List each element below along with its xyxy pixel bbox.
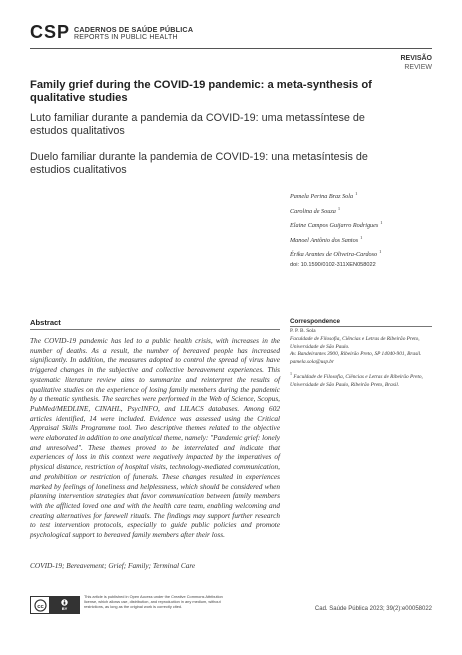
doi-link[interactable]: doi: 10.1590/0102-311XEN058022 — [290, 262, 376, 268]
license-text: This article is published in Open Access under the Creative Commons Attribution license, which allows use, distribution, and reproduction in any medium, without restrictions, as long as the original work is correctly cited. — [84, 594, 223, 609]
header-divider — [30, 48, 432, 49]
cc-icon — [31, 597, 50, 613]
correspondence-address: Av. Bandeirantes 3900, Ribeirão Preto, SP 14040-901, Brasil. — [290, 351, 422, 358]
journal-name-pt: CADERNOS DE SAÚDE PÚBLICA — [74, 25, 194, 34]
abstract-heading: Abstract — [30, 318, 61, 327]
correspondence-block — [290, 328, 440, 367]
section-label-en: REVIEW — [404, 64, 432, 71]
author-name: Érika Arantes de Oliveira-Cardoso $^1$ — [290, 249, 382, 259]
journal-name-en: REPORTS IN PUBLIC HEALTH — [74, 34, 178, 41]
keywords: COVID-19; Bereavement; Grief; Family; Terminal Care — [30, 561, 196, 570]
author-name: Pamela Perina Braz Sola $^1$ — [290, 191, 358, 201]
affiliation-text: Faculdade de Filosofia, Ciências e Letras de Ribeirão Preto, Universidade de São Paulo, Ribeirão Preto, Brasil. — [290, 373, 423, 388]
correspondence-heading: Correspondence — [290, 318, 341, 325]
journal-logo: CSP — [30, 22, 71, 42]
correspondence-address: Faculdade de Filosofia, Ciências e Letras de Ribeirão Preto, Universidade de São Paulo. — [290, 335, 420, 350]
affiliation-note — [290, 370, 440, 389]
cc-by-panel — [50, 597, 79, 613]
author-name: Carolina de Souza $^1$ — [290, 205, 341, 215]
section-label-pt: REVISÃO — [400, 55, 432, 62]
correspondence-divider — [290, 326, 432, 327]
author-name: Elaine Campos Guijarro Rodrigues $^1$ — [290, 220, 383, 230]
author-list — [290, 188, 440, 261]
author-name: Manoel Antônio dos Santos $^1$ — [290, 234, 363, 244]
correspondence-email[interactable]: pamela.sola@usp.br — [290, 359, 335, 366]
abstract-divider — [30, 329, 280, 330]
attribution-person-icon — [61, 599, 68, 606]
cc-by-label: BY — [61, 606, 68, 611]
svg-text:cc: cc — [36, 603, 44, 610]
creative-commons-badge[interactable] — [30, 596, 80, 614]
abstract-body: The COVID-19 pandemic has led to a public health crisis, with increases in the number of deaths. As a result, the number of bereaved people has increased significantly. In addition, the measures adopted to control the spread of virus have triggered changes in the subjective and collective bereavement experiences. This systematic literature review aims to summarize and reinterpret the results of qualitative studies on the experience of losing family members during the pandemic by a thematic synthesis. The searches were performed in the Web of Science, Scopus, PubMed/MEDLINE, CINAHL, PsycINFO, and LILACS databases. Among 602 articles identified, 14 were included. Evidence was assessed using the Critical Appraisal Skills Programme tool. Two descriptive themes related to the objective were elaborated in addition to one analytical theme, namely: "Pandemic grief: lonely and unresolved". These themes proved to be interrelated and indicate that experiences of loss in this context were negatively impacted by the imperatives of physical distance, restriction of hospital visits, technology-mediated communication, and prohibition or restriction of funerals. These changes resulted in experiences marked by feelings of loneliness and helplessness, which should be considered when planning intervention strategies that favor communication between family members with the afflicted loved one and with the health care team, enabling welcoming and creating alternatives for farewell rituals. The findings may support further research to test intervention protocols, especially to guide public policies and promote psychological support to bereaved family members after their loss. — [30, 336, 281, 540]
article-title-en: Family grief during the COVID-19 pandemic: a meta-synthesis of qualitative studies — [30, 79, 372, 104]
article-title-es: Duelo familiar durante la pandemia de COVID-19: una metasíntesis de estudios cualitativos — [30, 151, 368, 176]
article-title-pt: Luto familiar durante a pandemia da COVID-19: uma metassíntese de estudos qualitativos — [30, 112, 365, 137]
correspondence-name: P. P. B. Sola — [290, 328, 316, 334]
affiliation-mark: 1 — [290, 371, 292, 376]
citation: Cad. Saúde Pública 2023; 39(2):e00058022 — [314, 606, 432, 612]
